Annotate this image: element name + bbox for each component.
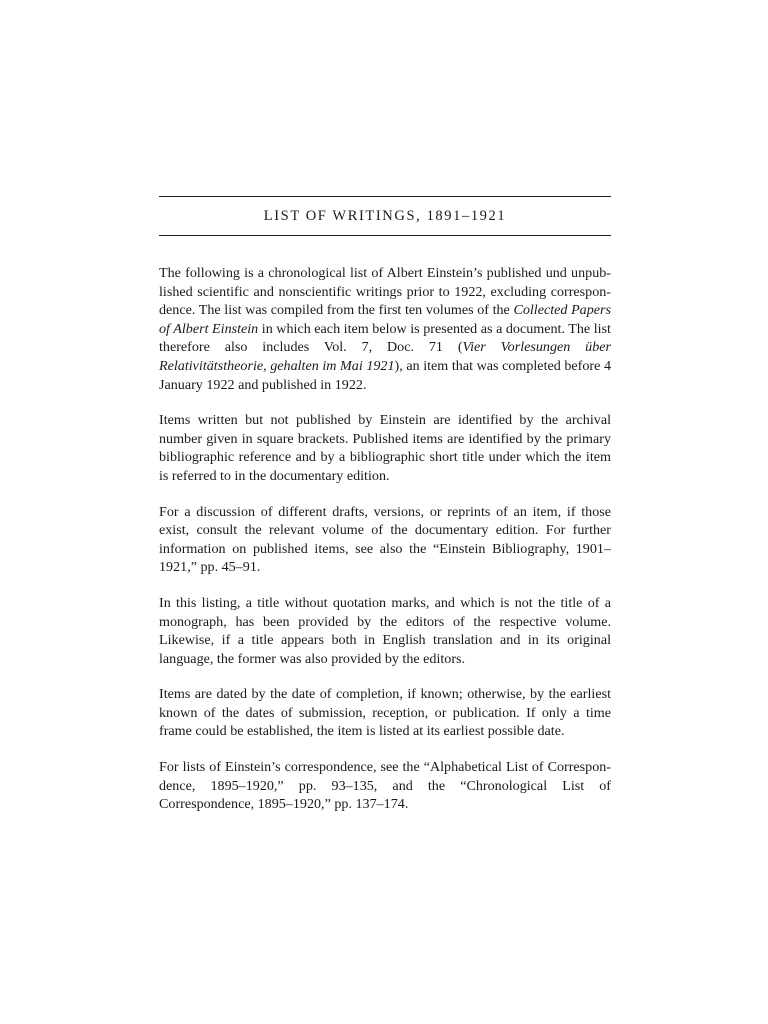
paragraph-dating: Items are dated by the date of completion, if known; otherwise, by the earliest known of the dates of submission, reception, or publication. If only a time frame could be established, the item is listed at its earliest possible date. (159, 686, 611, 740)
document-page (159, 196, 611, 831)
paragraph-identification: Items written but not published by Einstein are identified by the archival number given in square brackets. Published items are identified by the primary bibliographic reference and by a bibliographic short title under which the item is referred to in the documentary edition. (159, 412, 611, 484)
paragraph-intro-text-a: The following is a chronological list of Albert Einstein’s published und unpublished scientific and nonscientific writings prior to 1922, excluding correspondence. The list was compiled from the first ten volumes of the (159, 265, 611, 319)
paragraph-correspondence: For lists of Einstein’s correspondence, see the “Alphabetical List of Correspondence, 1895–1920,” pp. 93–135, and the “Chronological List of Correspondence, 1895–1920,” pp. 137–174. (159, 759, 611, 813)
page-title: LIST OF WRITINGS, 1891–1921 (263, 208, 507, 224)
paragraph-drafts: For a discussion of different drafts, versions, or reprints of an item, if those exist, consult the relevant volume of the documentary edition. For further information on published items, see also the “Einstein Bibliography, 1901–1921,” pp. 45–91. (159, 503, 611, 576)
collected-papers-title: Collected Papers of Albert Einstein (159, 302, 612, 337)
paragraph-titles: In this listing, a title without quotation marks, and which is not the title of a monograph, has been provided by the editors of the respective volume. Likewise, if a title appears both in English translation and in its original language, the former was also provided by the editors. (159, 594, 611, 667)
paragraph-intro (159, 264, 611, 394)
bottom-rule (159, 235, 611, 236)
body-text (159, 264, 611, 814)
vier-vorlesungen-title: Vier Vorlesungen über Relativitätstheorie, gehalten im Mai 1921 (159, 339, 611, 374)
paragraph-intro-text-e: ), an item that was completed before 4 January 1922 and published in 1922. (159, 357, 611, 393)
paragraph-intro-text-c: in which each item below is presented as a document. The list therefore also includes Vol. 7, Doc. 71 ( (159, 320, 611, 356)
